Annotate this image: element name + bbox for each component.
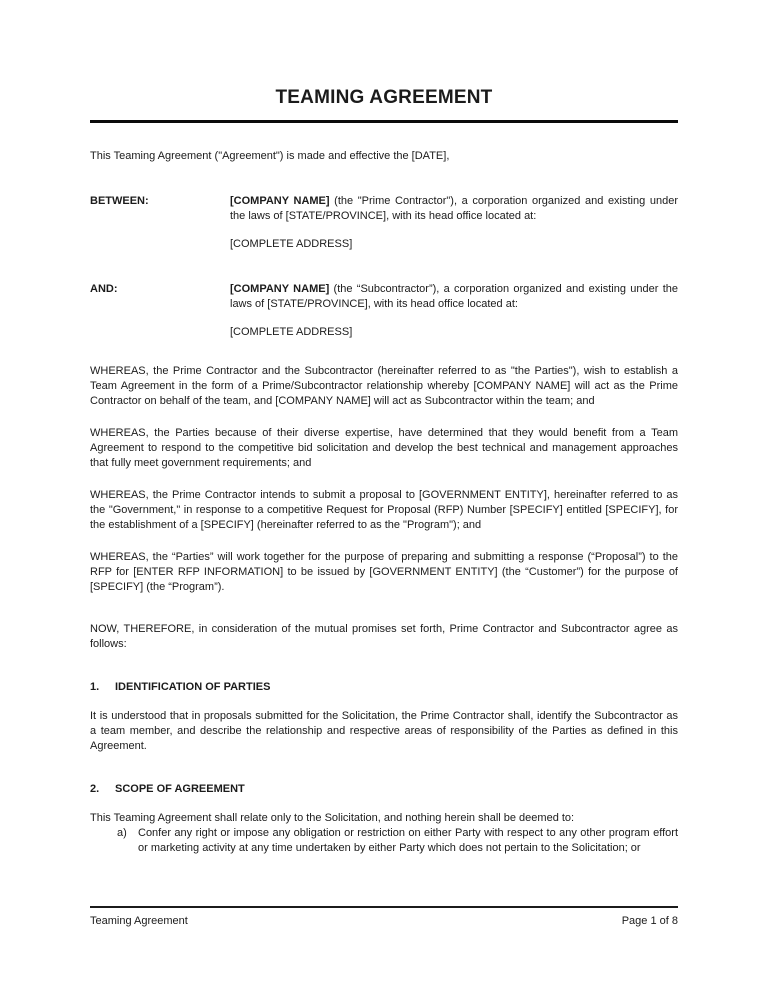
section-number: 2. <box>90 783 100 795</box>
now-therefore-paragraph: NOW, THEREFORE, in consideration of the mutual promises set forth, Prime Contractor and Subcontractor agree as follows: <box>90 623 678 650</box>
whereas-paragraph-1: WHEREAS, the Prime Contractor and the Subcontractor (hereinafter referred to as "the Parties"), wish to establish a Team Agreement in the form of a Prime/Subcontractor relationship whereby [COMPANY NAME] will act as the Prime Contractor on behalf of the team, and [COMPANY NAME] will act as Subcontractor within the team; and <box>90 365 678 407</box>
party-text-and <box>230 282 678 312</box>
party-description-and: (the “Subcontractor”), a corporation organized and existing under the laws of [STATE/PROVINCE], with its head office located at: <box>230 283 678 310</box>
section-2-intro: This Teaming Agreement shall relate only to the Solicitation, and nothing herein shall be deemed to: <box>90 812 575 824</box>
whereas-paragraph-3: WHEREAS, the Prime Contractor intends to submit a proposal to [GOVERNMENT ENTITY], hereinafter referred to as the "Government," in response to a competitive Request for Proposal (RFP) Number [SPECIFY] entitled [SPECIFY], for the establishment of a [SPECIFY] (hereinafter referred to as the "Program"); and <box>90 489 678 531</box>
party-label-and: AND: <box>90 283 118 295</box>
list-text-a: Confer any right or impose any obligation or restriction on either Party with respect to any other program effort or marketing activity at any time undertaken by either Party which does not pertain to the Solicitation; or <box>138 827 678 854</box>
page-footer <box>90 906 678 929</box>
party-address-between: [COMPLETE ADDRESS] <box>230 238 353 250</box>
footer-page-number: Page 1 of 8 <box>621 915 678 927</box>
party-block-and <box>90 282 678 340</box>
section-title: IDENTIFICATION OF PARTIES <box>115 681 271 693</box>
party-description-between: (the "Prime Contractor"), a corporation organized and existing under the laws of [STATE/PROVINCE], with its head office located at: <box>230 195 678 222</box>
list-marker-a: a) <box>117 827 127 839</box>
list-item-a <box>117 826 678 856</box>
document-title: TEAMING AGREEMENT <box>275 87 493 108</box>
whereas-paragraph-4: WHEREAS, the “Parties” will work together for the purpose of preparing and submitting a response (“Proposal”) to the RFP for [ENTER RFP INFORMATION] to be issued by [GOVERNMENT ENTITY] (the “Customer”) for the purpose of [SPECIFY] (the “Program”). <box>90 551 678 593</box>
intro-paragraph: This Teaming Agreement ("Agreement") is made and effective the [DATE], <box>90 150 450 162</box>
footer-document-name: Teaming Agreement <box>90 915 188 927</box>
party-text-between <box>230 194 678 224</box>
title-rule <box>90 120 678 123</box>
company-name-placeholder: [COMPANY NAME] <box>230 283 330 295</box>
section-1-body: It is understood that in proposals submitted for the Solicitation, the Prime Contractor shall, identify the Subcontractor as a team member, and describe the relationship and respective areas of responsibility of the Parties as defined in this Agreement. <box>90 710 678 752</box>
section-heading-2 <box>90 782 678 797</box>
party-block-between <box>90 194 678 252</box>
section-number: 1. <box>90 681 100 693</box>
party-body-between <box>230 194 678 252</box>
party-body-and <box>230 282 678 340</box>
document-content <box>0 87 768 856</box>
whereas-paragraph-2: WHEREAS, the Parties because of their diverse expertise, have determined that they would benefit from a Team Agreement to respond to the competitive bid solicitation and develop the best technical and management approaches that fully meet government requirements; and <box>90 427 678 469</box>
section-title: SCOPE OF AGREEMENT <box>115 783 245 795</box>
company-name-placeholder: [COMPANY NAME] <box>230 195 330 207</box>
party-label-between: BETWEEN: <box>90 195 149 207</box>
party-address-and: [COMPLETE ADDRESS] <box>230 326 353 338</box>
section-heading-1 <box>90 680 678 695</box>
